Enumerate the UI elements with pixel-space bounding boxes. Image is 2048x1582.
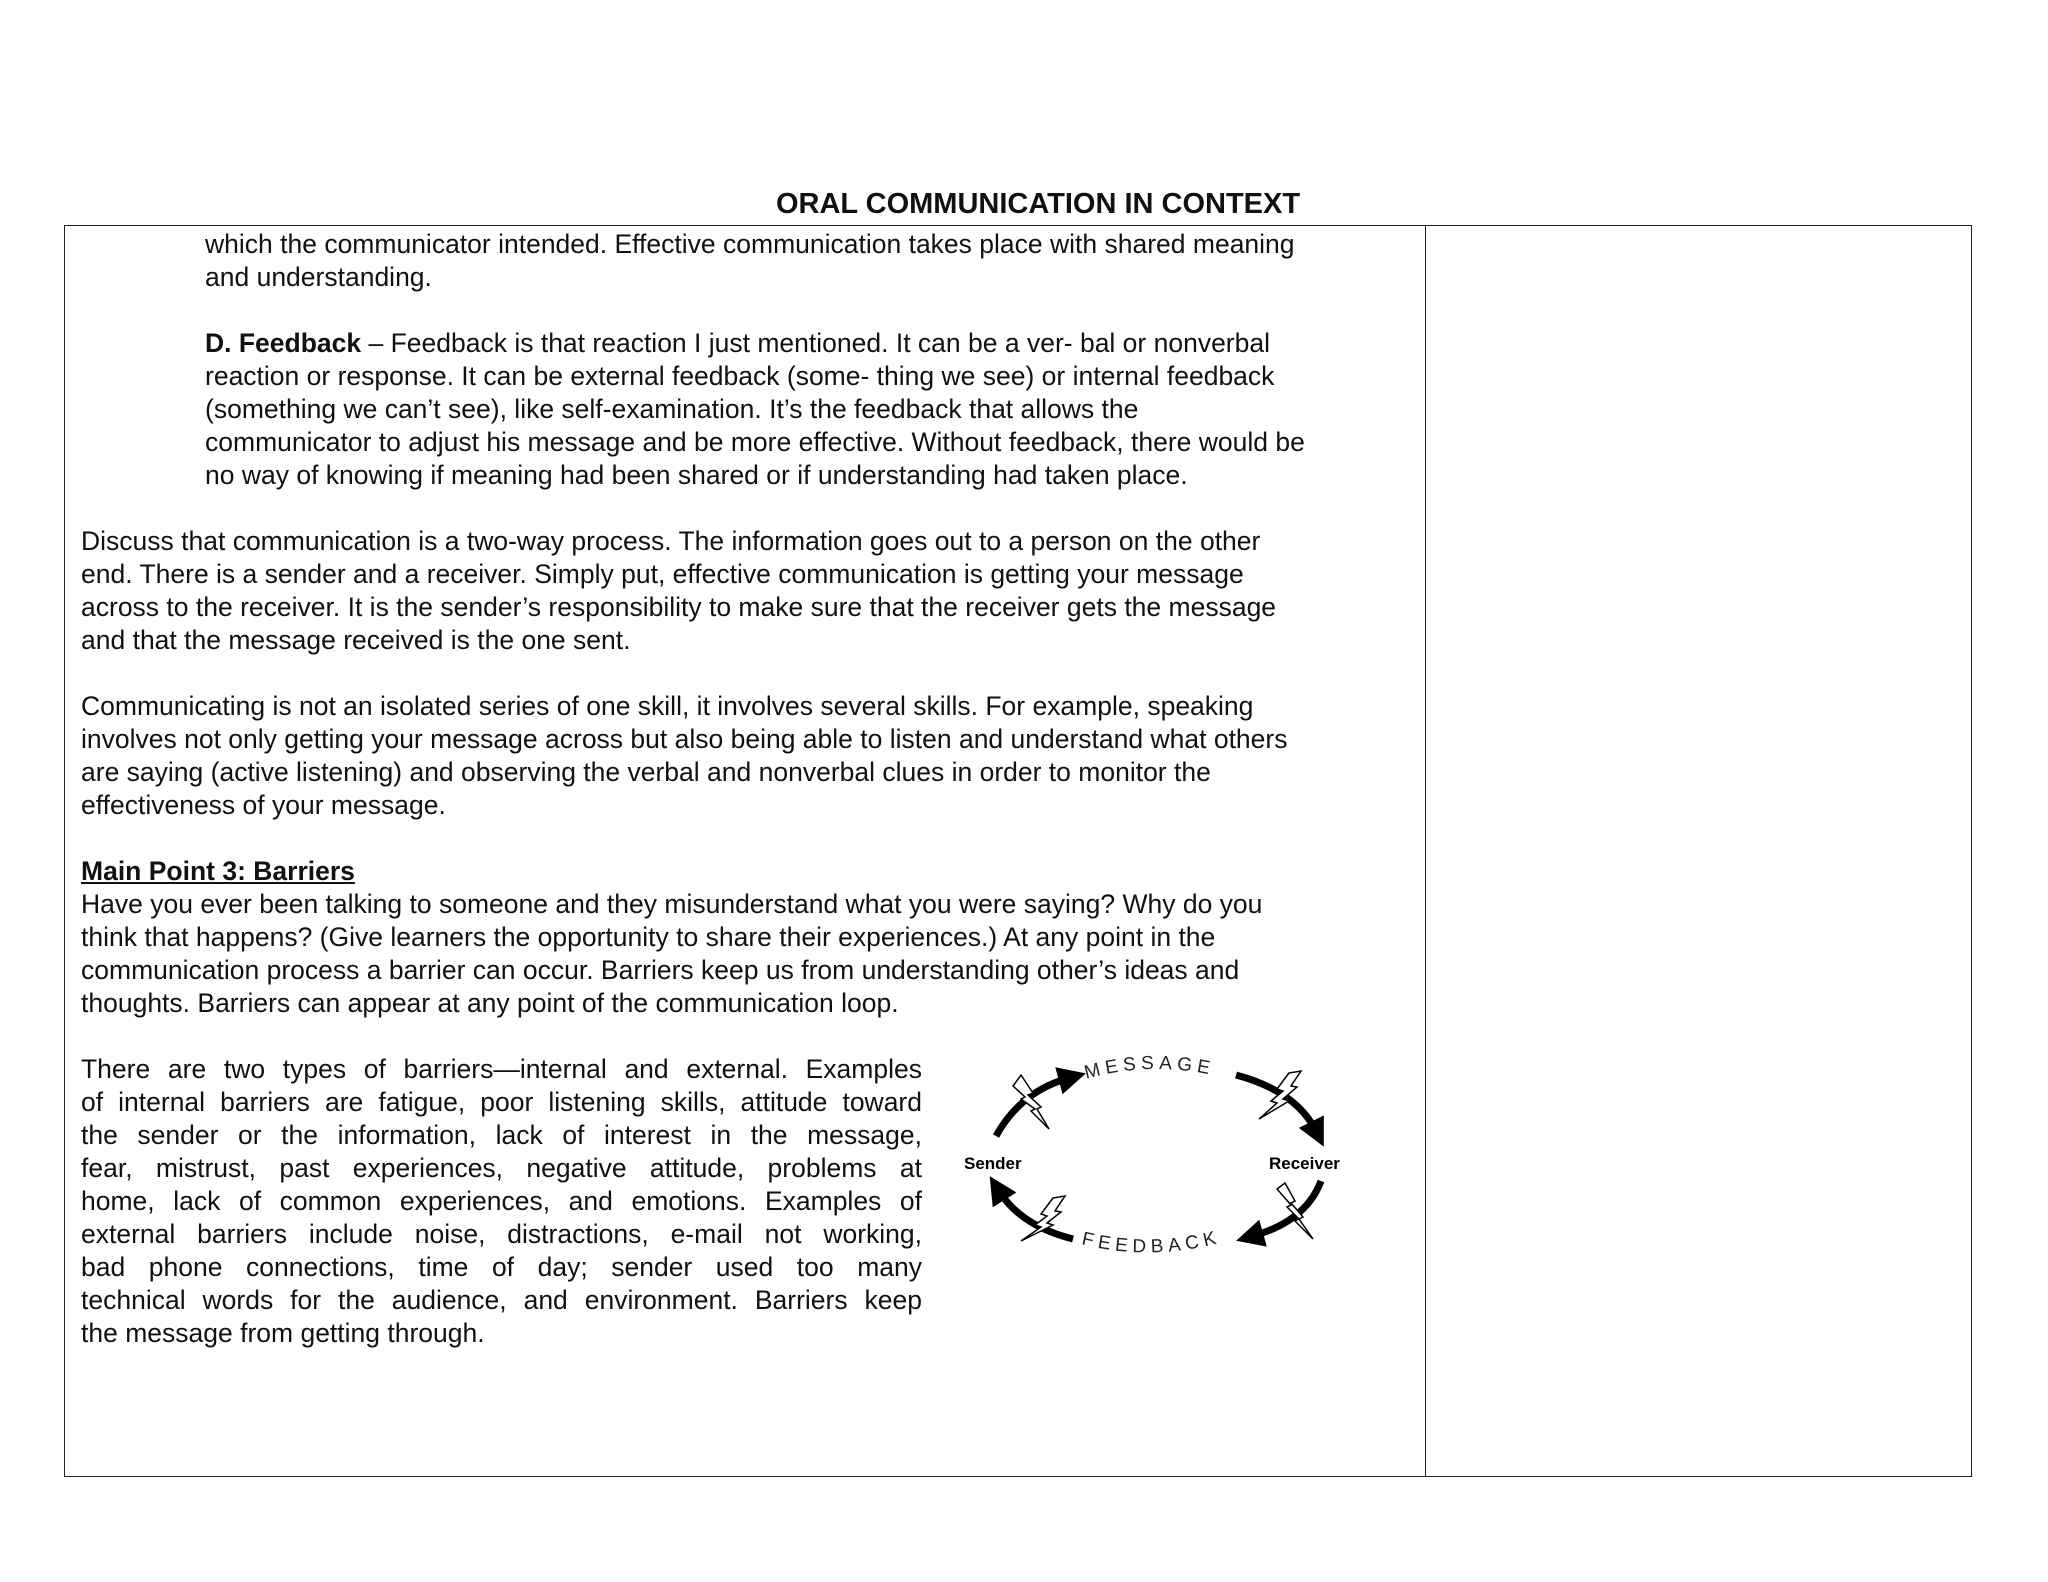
text-line: thoughts. Barriers can appear at any point of the communication loop. bbox=[81, 988, 899, 1018]
text-line: bad phone connections, time of day; sender used too many bbox=[81, 1252, 922, 1282]
message-label: MESSAGE bbox=[1082, 1052, 1217, 1084]
text-line: end. There is a sender and a receiver. Simply put, effective communication is getting your message bbox=[81, 559, 1244, 589]
paragraph-barrier-types bbox=[81, 1053, 922, 1350]
text-line: and understanding. bbox=[205, 262, 432, 292]
text-line: There are two types of barriers—internal and external. Examples bbox=[81, 1054, 922, 1084]
text-line: Discuss that communication is a two-way process. The information goes out to a person on the other bbox=[81, 526, 1261, 556]
column-divider bbox=[1425, 226, 1426, 1476]
paragraph-feedback bbox=[205, 327, 1305, 492]
text-line: no way of knowing if meaning had been shared or if understanding had taken place. bbox=[205, 460, 1188, 490]
text-line: reaction or response. It can be external feedback (some- thing we see) or internal feedback bbox=[205, 361, 1275, 391]
text-line: are saying (active listening) and observing the verbal and nonverbal clues in order to monitor the bbox=[81, 757, 1211, 787]
text-line: involves not only getting your message across but also being able to listen and understand what others bbox=[81, 724, 1288, 754]
text-line: effectiveness of your message. bbox=[81, 790, 446, 820]
paragraph-two-way bbox=[81, 525, 1276, 657]
text-line: technical words for the audience, and environment. Barriers keep bbox=[81, 1285, 922, 1315]
page-title: ORAL COMMUNICATION IN CONTEXT bbox=[775, 188, 1301, 220]
text-line: the sender or the information, lack of interest in the message, bbox=[81, 1120, 922, 1150]
feedback-label: FEEDBACK bbox=[1079, 1226, 1224, 1258]
text-line: home, lack of common experiences, and emotions. Examples of bbox=[81, 1186, 922, 1216]
lightning-bolt-icon bbox=[1259, 1071, 1301, 1119]
text-line: Have you ever been talking to someone and they misunderstand what you were saying? Why do you bbox=[81, 889, 1263, 919]
text-line: communicator to adjust his message and be more effective. Without feedback, there would be bbox=[205, 427, 1305, 457]
receiver-label: Receiver bbox=[1269, 1154, 1340, 1173]
lightning-bolt-icon bbox=[1277, 1183, 1313, 1239]
sender-label: Sender bbox=[964, 1154, 1022, 1173]
text-line: of internal barriers are fatigue, poor listening skills, attitude toward bbox=[81, 1087, 922, 1117]
paragraph-intended bbox=[205, 228, 1295, 294]
paragraph-barriers bbox=[81, 855, 1262, 1020]
text-line: external barriers include noise, distractions, e-mail not working, bbox=[81, 1219, 922, 1249]
section-heading: Main Point 3: Barriers bbox=[81, 856, 355, 886]
text-line: – Feedback is that reaction I just mentioned. It can be a ver- bal or nonverbal bbox=[361, 328, 1270, 358]
paragraph-skills bbox=[81, 690, 1288, 822]
text-line: which the communicator intended. Effective communication takes place with shared meaning bbox=[205, 229, 1295, 259]
feedback-label: D. Feedback bbox=[205, 328, 362, 358]
text-line: across to the receiver. It is the sender’s responsibility to make sure that the receiver gets the message bbox=[81, 592, 1277, 622]
communication-loop-diagram bbox=[961, 1041, 1401, 1291]
text-line: fear, mistrust, past experiences, negative attitude, problems at bbox=[81, 1153, 922, 1183]
text-line: think that happens? (Give learners the opportunity to share their experiences.) At any point in the bbox=[81, 922, 1216, 952]
text-line: Communicating is not an isolated series of one skill, it involves several skills. For example, speaking bbox=[81, 691, 1254, 721]
lightning-bolt-icons bbox=[1013, 1071, 1313, 1241]
text-line: communication process a barrier can occur. Barriers keep us from understanding other’s ideas and bbox=[81, 955, 1240, 985]
content-table bbox=[64, 225, 1972, 1477]
text-line: (something we can’t see), like self-examination. It’s the feedback that allows the bbox=[205, 394, 1139, 424]
text-line: the message from getting through. bbox=[81, 1318, 485, 1348]
text-line: and that the message received is the one sent. bbox=[81, 625, 631, 655]
